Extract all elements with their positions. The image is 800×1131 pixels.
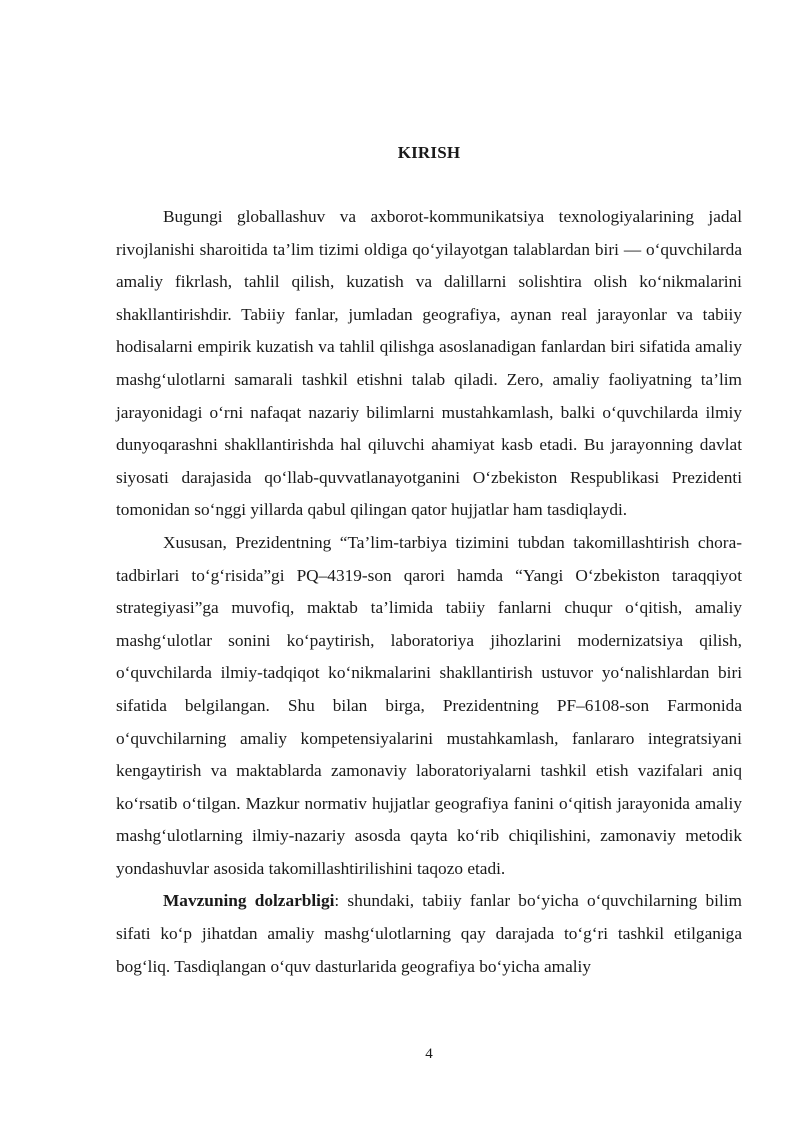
paragraph-3 bbox=[116, 885, 742, 983]
page-title: KIRISH bbox=[397, 143, 461, 162]
paragraph-1-text: Bugungi globallashuv va axborot-kommunikatsiya texnologiyalarining jadal rivojlanishi sharoitida ta’lim tizimi oldiga qo‘yilayotgan talablardan biri — o‘quvchilarda amaliy fikrlash, tahlil qilish, kuzatish va dalillarni solishtira olish ko‘nikmalarini shakllantirishdir. Tabiiy fanlar, jumladan geografiya, aynan real jarayonlar va tabiiy hodisalarni empirik kuzatish va tahlil qilishga asoslanadigan fanlardan biri sifatida amaliy mashg‘ulotlarni samarali tashkil etishni talab qiladi. Zero, amaliy faoliyatning ta’lim jarayonidagi o‘rni nafaqat nazariy bilimlarni mustahkamlash, balki o‘quvchilarda ilmiy dunyoqarashni shakllantirishda hal qiluvchi ahamiyat kasb etadi. Bu jarayonning davlat siyosati darajasida qo‘llab-quvvatlanayotganini O‘zbekiston Respublikasi Prezidenti tomonidan so‘nggi yillarda qabul qilingan qator hujjatlar ham tasdiqlaydi. bbox=[116, 207, 742, 520]
paragraph-1 bbox=[116, 201, 742, 527]
paragraph-3-text: : shundaki, tabiiy fanlar bo‘yicha o‘quvchilarning bilim sifati ko‘p jihatdan amaliy mashg‘ulotlarning qay darajada to‘g‘ri tashkil etilganiga bog‘liq. Tasdiqlangan o‘quv dasturlarida geografiya bo‘yicha amaliy bbox=[116, 891, 742, 976]
paragraph-3-bold-lead: Mavzuning dolzarbligi bbox=[163, 891, 335, 911]
paragraph-2-text: Xususan, Prezidentning “Ta’lim-tarbiya tizimini tubdan takomillashtirish chora-tadbirlari to‘g‘risida”gi PQ–4319-son qarori hamda “Yangi O‘zbekiston taraqqiyot strategiyasi”ga muvofiq, maktab ta’limida tabiiy fanlarni chuqur o‘qitish, amaliy mashg‘ulotlar sonini ko‘paytirish, laboratoriya jihozlarini modernizatsiya qilish, o‘quvchilarda ilmiy-tadqiqot ko‘nikmalarini shakllantirish ustuvor yo‘nalishlardan biri sifatida belgilangan. Shu bilan birga, Prezidentning PF–6108-son Farmonida o‘quvchilarning amaliy kompetensiyalarini mustahkamlash, fanlararo integratsiyani kengaytirish va maktablarda zamonaviy laboratoriyalarni tashkil etish vazifalari aniq ko‘rsatib o‘tilgan. Mazkur normativ hujjatlar geografiya fanini o‘qitish jarayonida amaliy mashg‘ulotlarning ilmiy-nazariy asosda qayta ko‘rib chiqilishini, zamonaviy metodik yondashuvlar asosida takomillashtirilishini taqozo etadi. bbox=[116, 532, 742, 878]
body-text bbox=[116, 201, 742, 983]
page-number: 4 bbox=[425, 1046, 433, 1062]
paragraph-2 bbox=[116, 527, 742, 886]
